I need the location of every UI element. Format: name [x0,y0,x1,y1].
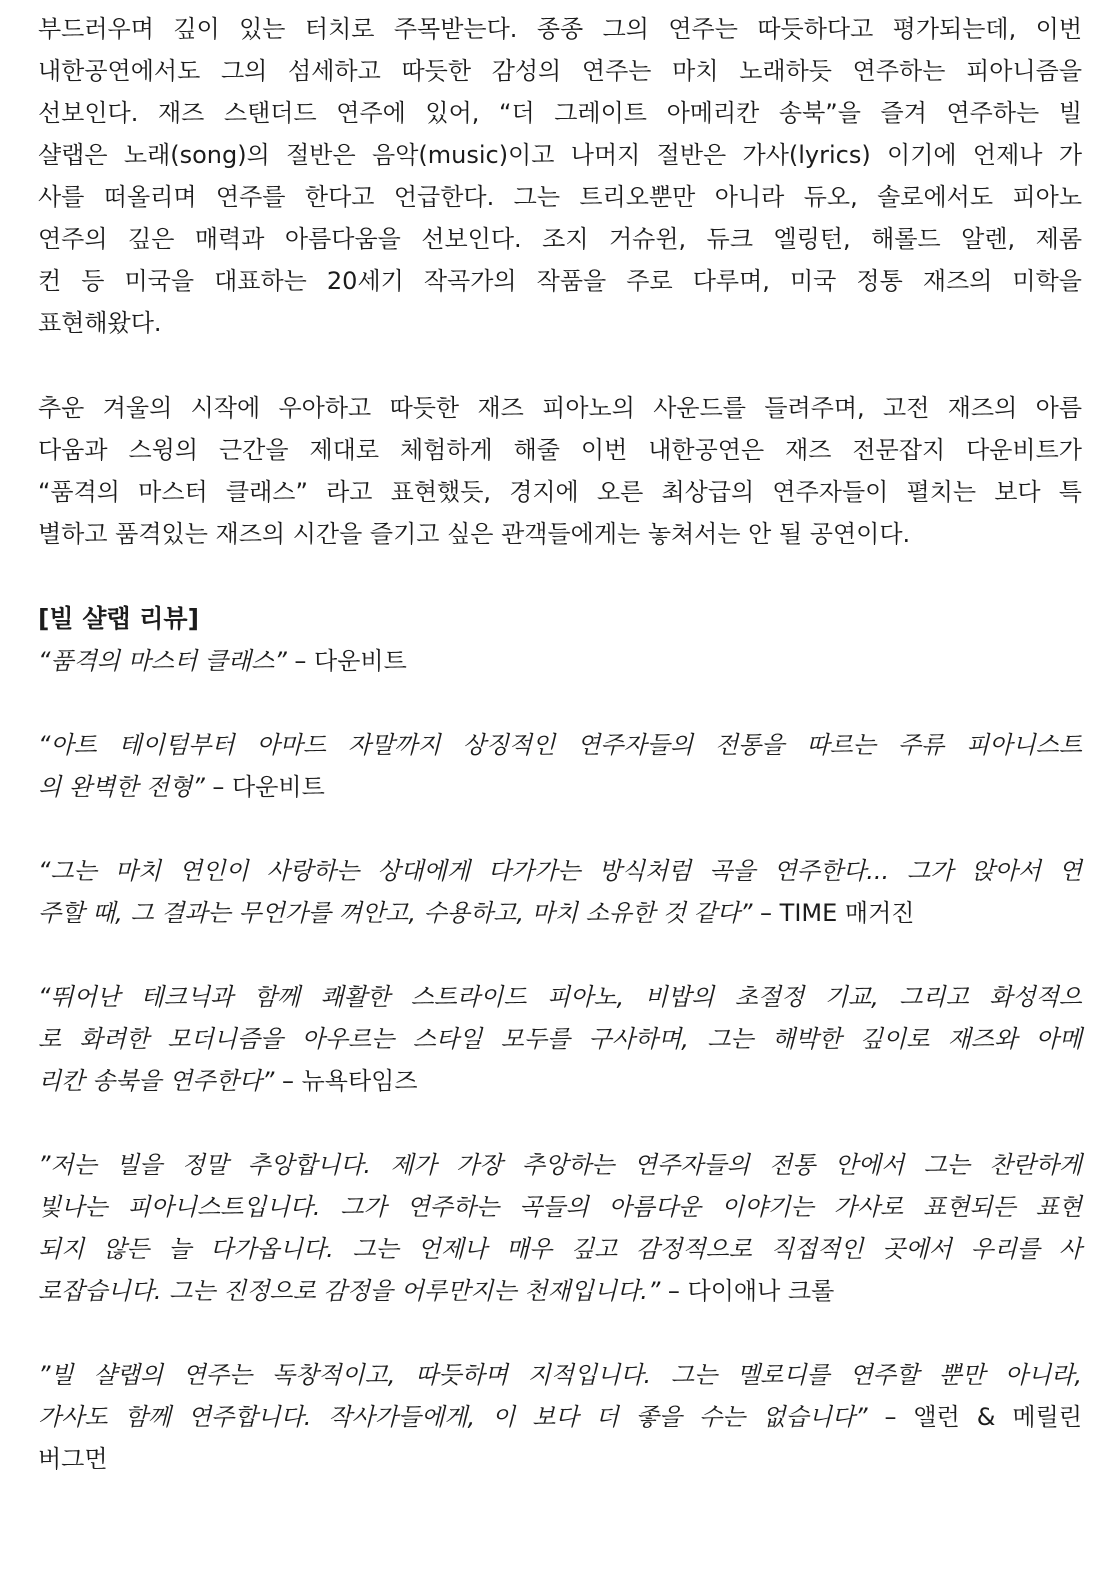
review-source-continued: 버그먼 [38,1445,108,1473]
review-quote: “품격의 마스터 클래스” [38,647,287,675]
review-quote: 되지 않든 늘 다가옵니다. 그는 언제나 매우 깊고 감정적으로 직접적인 곳에서 우리를 사 [38,1235,1082,1263]
review-line [38,640,1082,682]
review-item [38,1354,1082,1480]
review-source: – 다운비트 [286,647,407,675]
review-line [38,1270,1082,1312]
intro-paragraph [38,8,1082,344]
intro-line: 내한공연에서도 그의 섬세하고 따듯한 감성의 연주는 마치 노래하듯 연주하는 피아니즘을 [38,57,1082,85]
spacer [38,682,1082,724]
review-quote: “아트 테이텀부터 아마드 자말까지 상징적인 연주자들의 전통을 따르는 주류 피아니스트 [38,731,1082,759]
spacer [38,1102,1082,1144]
document-page [38,8,1082,1480]
review-quote: 로잡습니다. 그는 진정으로 감정을 어루만지는 천재입니다.” [38,1277,661,1305]
review-source: – 다운비트 [204,773,325,801]
review-item [38,850,1082,934]
review-item [38,976,1082,1102]
reviews-heading: [빌 샬랩 리뷰] [38,604,200,633]
review-quote: 주할 때, 그 결과는 무언가를 껴안고, 수용하고, 마치 소유한 것 같다” [38,899,753,927]
review-item [38,1144,1082,1312]
intro-line: 컨 등 미국을 대표하는 20세기 작곡가의 작품을 주로 다루며, 미국 정통 재즈의 미학을 [38,267,1082,295]
review-line [38,1396,1082,1438]
review-quote: 로 화려한 모더니즘을 아우르는 스타일 모두를 구사하며, 그는 해박한 깊이로 재즈와 아메 [38,1025,1082,1053]
review-line [38,766,1082,808]
review-quote: ”빌 샬랩의 연주는 독창적이고, 따듯하며 지적입니다. 그는 멜로디를 연주할 뿐만 아니라, [38,1361,1082,1389]
spacer [38,1312,1082,1354]
intro-line: 사를 떠올리며 연주를 한다고 언급한다. 그는 트리오뿐만 아니라 듀오, 솔로에서도 피아노 [38,183,1082,211]
concert-line: 추운 겨울의 시작에 우아하고 따듯한 재즈 피아노의 사운드를 들려주며, 고전 재즈의 아름 [38,394,1082,422]
review-quote: 가사도 함께 연주합니다. 작사가들에게, 이 보다 더 좋을 수는 없습니다” [38,1403,868,1431]
review-source: – 뉴욕타임즈 [274,1067,418,1095]
review-quote: 리칸 송북을 연주한다” [38,1067,275,1095]
review-item [38,724,1082,808]
review-quote: 의 완벽한 전형” [38,773,205,801]
intro-line: 부드러우며 깊이 있는 터치로 주목받는다. 종종 그의 연주는 따듯하다고 평가되는데, 이번 [38,15,1082,43]
review-item [38,640,1082,682]
spacer [38,934,1082,976]
intro-line: 샬랩은 노래(song)의 절반은 음악(music)이고 나머지 절반은 가사(lyrics) 이기에 언제나 가 [38,141,1082,169]
spacer [38,808,1082,850]
concert-line: 별하고 품격있는 재즈의 시간을 즐기고 싶은 관객들에게는 놓쳐서는 안 될 공연이다. [38,520,911,548]
review-line [38,892,1082,934]
review-line [38,1060,1082,1102]
review-quote: “그는 마치 연인이 사랑하는 상대에게 다가가는 방식처럼 곡을 연주한다... 그가 앉아서 연 [38,857,1082,885]
intro-line: 연주의 깊은 매력과 아름다움을 선보인다. 조지 거슈윈, 듀크 엘링턴, 해롤드 알렌, 제롬 [38,225,1082,253]
review-quote: “뛰어난 테크닉과 함께 쾌활한 스트라이드 피아노, 비밥의 초절정 기교, 그리고 화성적으 [38,983,1082,1011]
spacer [38,555,1082,598]
review-source: – TIME 매거진 [752,899,915,927]
concert-line: 다움과 스윙의 근간을 제대로 체험하게 해줄 이번 내한공연은 재즈 전문잡지 다운비트가 [38,436,1082,464]
review-source: – 앨런 & 메릴린 [867,1403,1082,1431]
review-source: – 다이애나 크롤 [660,1277,835,1305]
review-quote: 빛나는 피아니스트입니다. 그가 연주하는 곡들의 아름다운 이야기는 가사로 표현되든 표현 [38,1193,1082,1221]
intro-line: 선보인다. 재즈 스탠더드 연주에 있어, “더 그레이트 아메리칸 송북”을 즐겨 연주하는 빌 [38,99,1082,127]
spacer [38,344,1082,387]
review-quote: ”저는 빌을 정말 추앙합니다. 제가 가장 추앙하는 연주자들의 전통 안에서 그는 찬란하게 [38,1151,1082,1179]
intro-line: 표현해왔다. [38,309,162,337]
concert-paragraph [38,387,1082,555]
concert-line: “품격의 마스터 클래스” 라고 표현했듯, 경지에 오른 최상급의 연주자들이 펼치는 보다 특 [38,478,1082,506]
